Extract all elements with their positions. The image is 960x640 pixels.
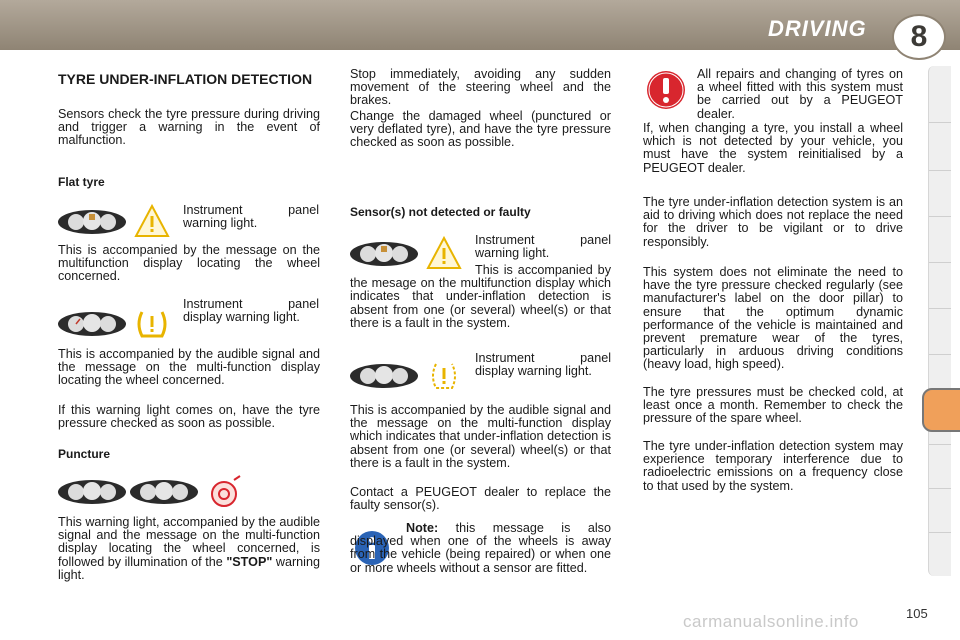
contact-dealer-text: Contact a PEUGEOT dealer to replace the faulty sensor(s).	[350, 485, 611, 513]
chapter-tabs-sidebar	[928, 66, 951, 576]
sensor-label-1: Instrument panel warning light.	[475, 233, 611, 261]
tab-divider	[929, 122, 951, 123]
tyre-pressure-icon	[134, 306, 170, 340]
tab-divider	[929, 532, 951, 533]
repair-warning-text: All repairs and changing of tyres on a wheel fitted with this system must be carried out by a PEUGEOT dealer.	[697, 67, 903, 121]
watermark: carmanualsonline.info	[683, 612, 859, 631]
section-heading: TYRE UNDER-INFLATION DETECTION	[58, 71, 313, 87]
flat-tyre-label-1: Instrument panel warning light.	[183, 203, 319, 231]
sensor-text-1: This is accompanied by the mesage on the multifunction display which indicates that under-inflation detection is absent from one (or several) wheel(s) or that there is a fault in the system.	[350, 263, 611, 330]
tab-divider	[929, 262, 951, 263]
instrument-panel-icon	[56, 478, 128, 506]
page-number: 105	[906, 606, 928, 621]
tab-divider	[929, 488, 951, 489]
reinitialise-text: If, when changing a tyre, you install a wheel which is not detected by your vehicle, you must have the system reinitialised by a PEUGEOT dealer.	[643, 121, 903, 175]
sensor-text-2: This is accompanied by the audible signal and the message on the multi-function display which indicates that under-inflation detection is absent from one (or several) wheel(s) or that there is a fault in the system.	[350, 403, 611, 470]
flat-tyre-text-3: If this warning light comes on, have the tyre pressure checked as soon as possible.	[58, 403, 320, 431]
note-text: Note: this message is also displayed when one of the wheels is away from the vehicle (being repaired) or when one or more wheels without a sensor are fitted.	[350, 521, 611, 575]
instrument-panel-icon	[128, 478, 200, 506]
tab-divider	[929, 170, 951, 171]
sensor-label-2: Instrument panel display warning light.	[475, 351, 611, 379]
puncture-title: Puncture	[58, 447, 111, 461]
cold-check-text: The tyre pressures must be checked cold, at least once a month. Remember to check the pressure of the spare wheel.	[643, 385, 903, 426]
flat-tyre-text-2: This is accompanied by the audible signal and the message on the multi-function display locating the wheel concerned.	[58, 347, 320, 388]
puncture-text: This warning light, accompanied by the audible signal and the message on the multi-function display locating the wheel concerned, is followed by illumination of the "STOP" warning light.	[58, 515, 320, 582]
tab-divider	[929, 216, 951, 217]
interference-text: The tyre under-inflation detection system may experience temporary interference due to radioelectric emissions on a frequency close to that used by the system.	[643, 439, 903, 493]
chapter-number: 8	[892, 14, 946, 60]
stop-text: Stop immediately, avoiding any sudden movement of the steering wheel and the brakes.	[350, 67, 611, 108]
sensor-title: Sensor(s) not detected or faulty	[350, 205, 531, 219]
instrument-panel-icon	[56, 310, 128, 338]
pressure-check-text: This system does not eliminate the need to have the tyre pressure checked regularly (see manufacturer's label on the door pillar) to ensure that the optimum dynamic performance of the vehicle is maintained and prevent premature wear of the tyres, particularly in arduous driving conditions (heavy load, high speed).	[643, 265, 903, 372]
tab-divider	[929, 354, 951, 355]
active-chapter-tab[interactable]	[922, 388, 960, 432]
flat-tyre-text-1: This is accompanied by the message on the multifunction display locating the wheel concerned.	[58, 243, 320, 284]
instrument-panel-icon	[348, 362, 420, 390]
aid-to-driving-text: The tyre under-inflation detection system is an aid to driving which does not replace the need for the driver to be vigilant or to drive responsibly.	[643, 195, 903, 249]
intro-text: Sensors check the tyre pressure during driving and trigger a warning in the event of malfunction.	[58, 107, 320, 148]
change-text: Change the damaged wheel (punctured or very deflated tyre), and have the tyre pressure checked as soon as possible.	[350, 109, 611, 150]
flat-tyre-title: Flat tyre	[58, 175, 105, 189]
stop-tyre-icon	[204, 474, 244, 510]
warning-triangle-icon	[134, 204, 170, 238]
tyre-pressure-icon	[424, 356, 464, 396]
instrument-panel-icon	[56, 208, 128, 236]
tab-divider	[929, 444, 951, 445]
tab-divider	[929, 308, 951, 309]
chapter-title: DRIVING	[768, 16, 867, 41]
flat-tyre-label-2: Instrument panel display warning light.	[183, 297, 319, 325]
exclamation-icon	[646, 70, 686, 110]
